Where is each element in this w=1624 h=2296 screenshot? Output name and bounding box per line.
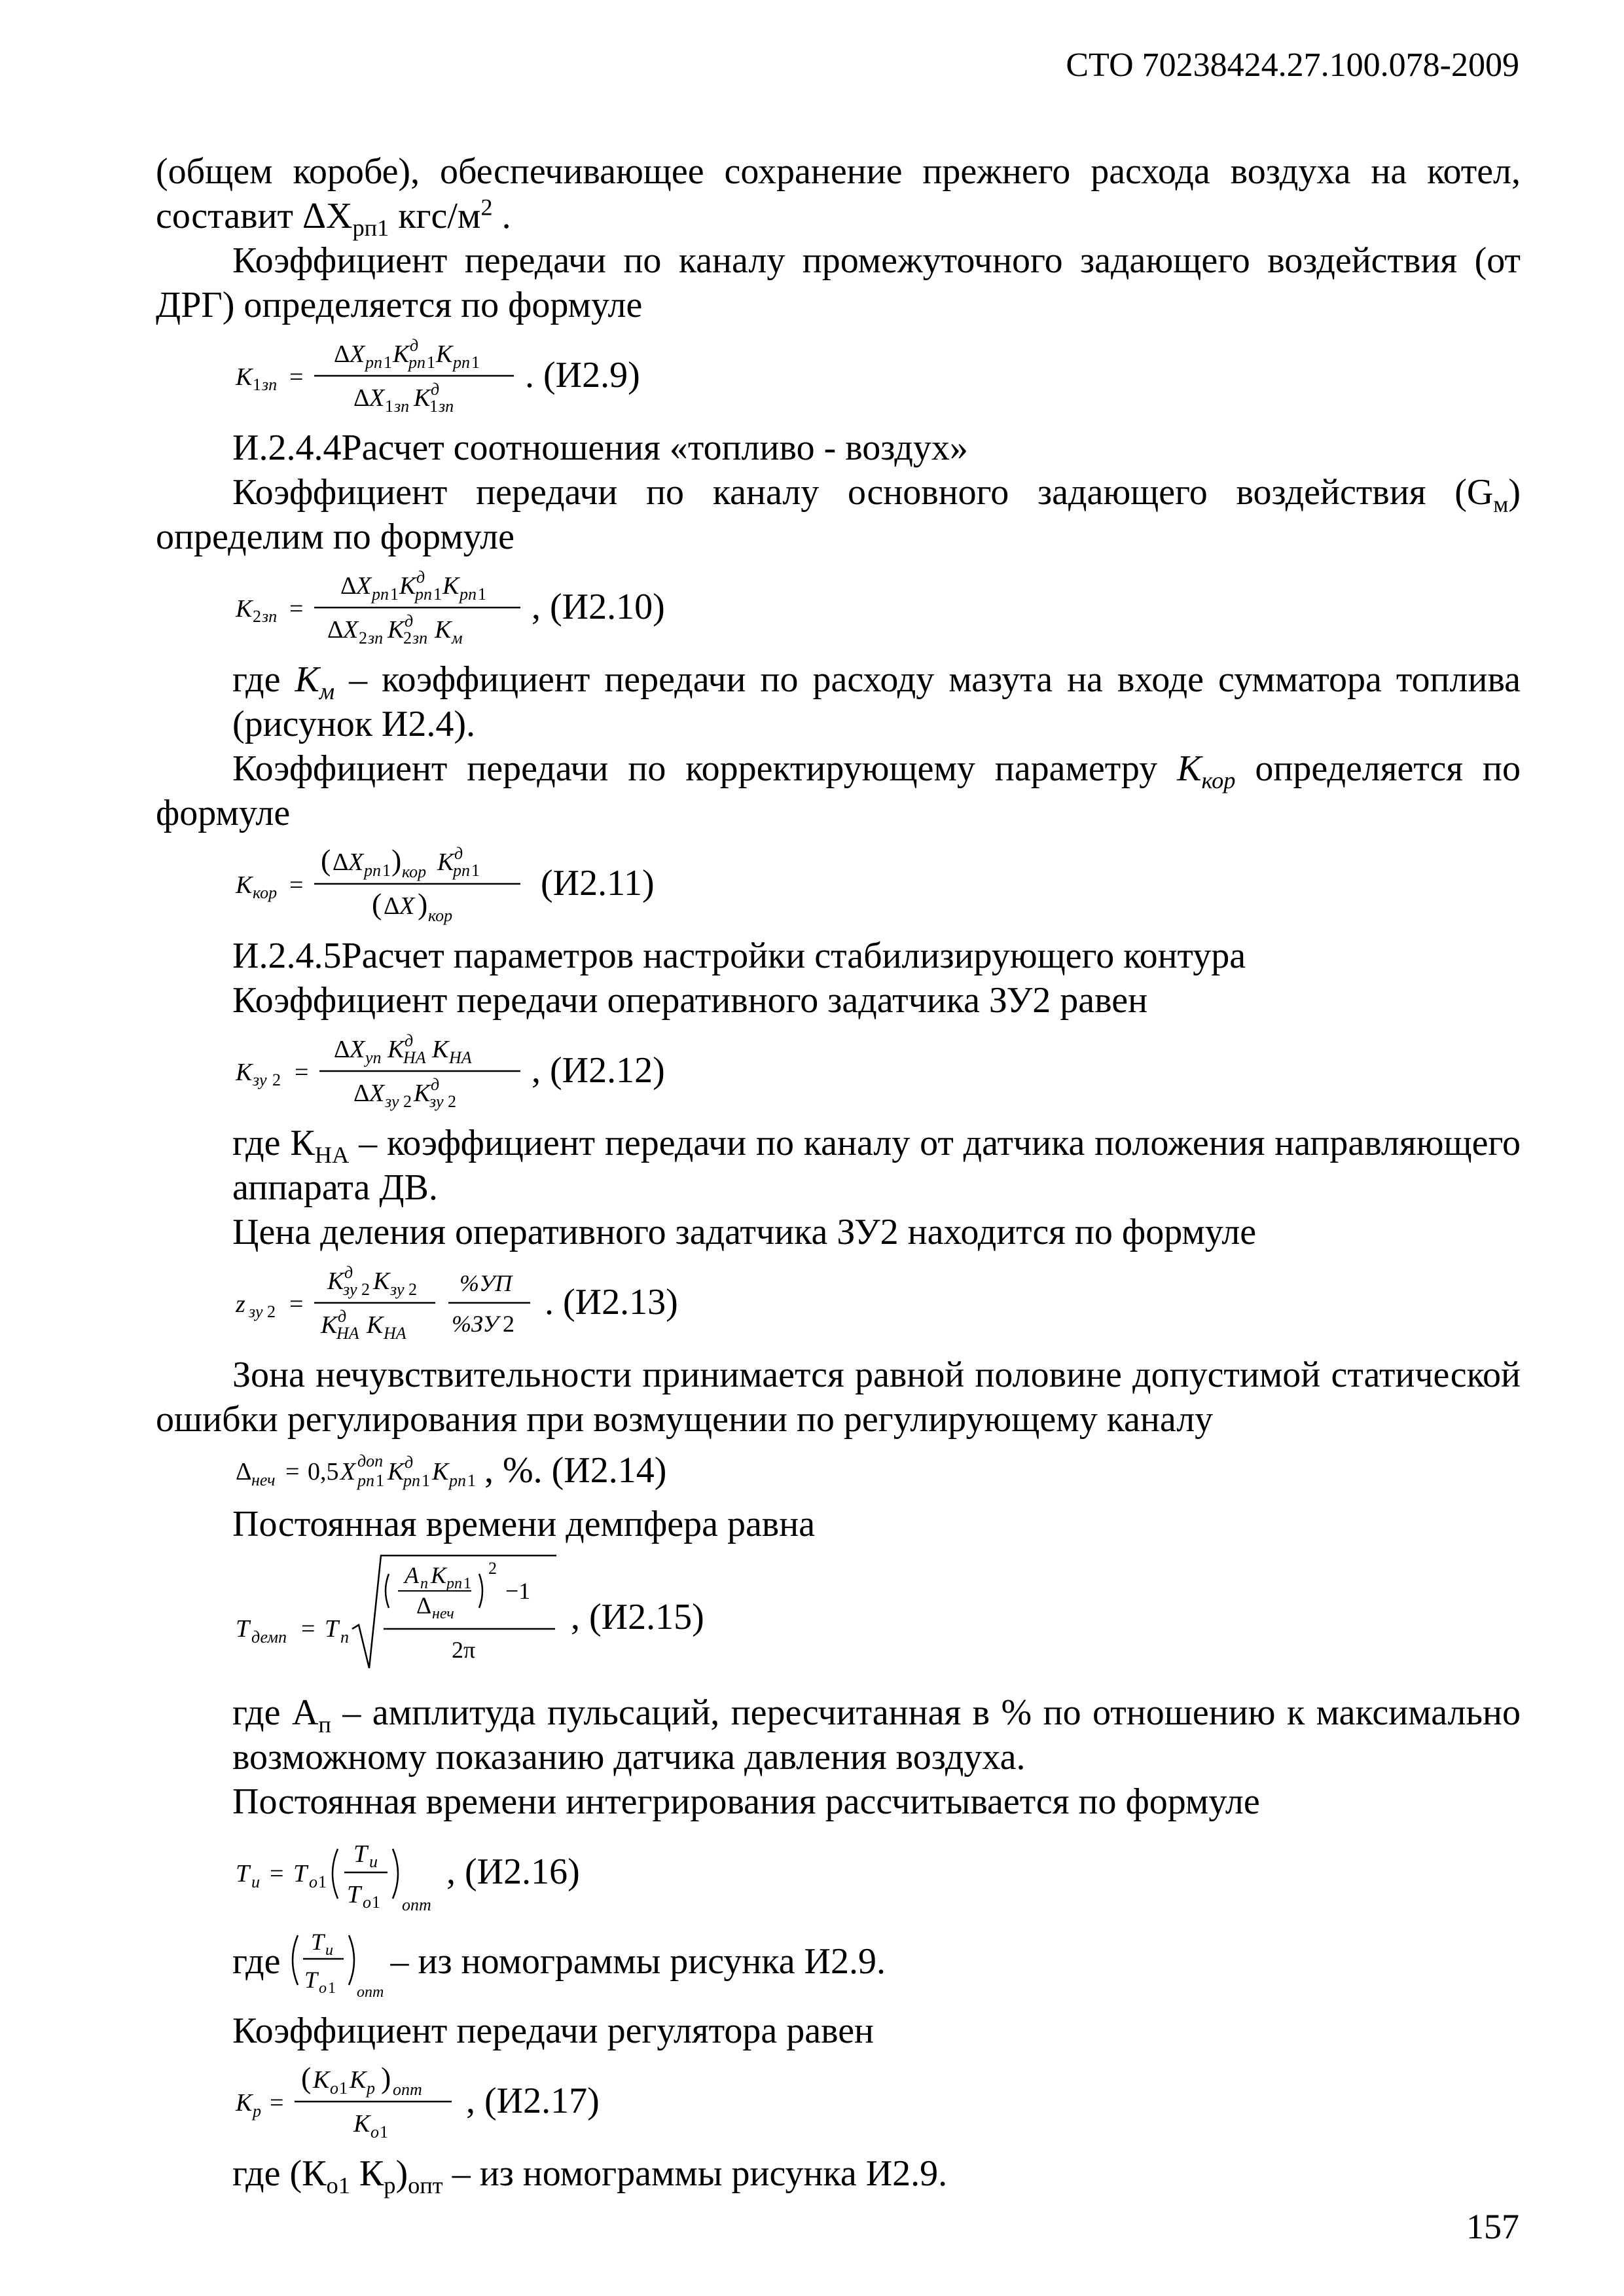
formula-i2-15-label: , (И2.15) xyxy=(571,1597,704,1637)
svg-text:зу: зу xyxy=(249,1302,263,1321)
paragraph-8: Цена деления оперативного задатчика ЗУ2 находится по формуле xyxy=(232,1212,1257,1252)
svg-text:X: X xyxy=(350,340,365,368)
svg-text:д: д xyxy=(431,380,440,399)
svg-text:и: и xyxy=(369,1852,378,1871)
svg-text:K: K xyxy=(414,384,431,412)
svg-text:Δ: Δ xyxy=(353,1080,370,1107)
svg-text:рп: рп xyxy=(415,585,432,604)
svg-text:уп: уп xyxy=(365,1048,382,1067)
svg-text:T: T xyxy=(236,1615,250,1643)
formula-i2-12 xyxy=(236,1028,1521,1113)
svg-text:НА: НА xyxy=(384,1324,406,1343)
svg-text:зу: зу xyxy=(253,1070,267,1089)
svg-text:НА: НА xyxy=(403,1048,426,1067)
svg-text:=: = xyxy=(289,363,304,391)
svg-text:2: 2 xyxy=(403,1092,412,1111)
svg-text:зп: зп xyxy=(439,397,454,416)
svg-text:K: K xyxy=(437,848,454,876)
svg-text:зп: зп xyxy=(394,397,410,416)
svg-text:кор: кор xyxy=(402,862,427,881)
svg-text:д: д xyxy=(454,844,463,863)
formula-i2-12-label: , (И2.12) xyxy=(532,1050,665,1091)
svg-text:1: 1 xyxy=(471,353,480,372)
svg-text:о: о xyxy=(330,2079,338,2098)
svg-text:2: 2 xyxy=(488,1559,497,1578)
svg-text:р: р xyxy=(253,2102,261,2121)
svg-text:T: T xyxy=(236,1860,250,1887)
formula-i2-11 xyxy=(236,841,1521,926)
svg-text:рп: рп xyxy=(408,353,425,372)
svg-text:T: T xyxy=(325,1615,339,1643)
svg-text:1: 1 xyxy=(467,1471,476,1490)
svg-text:р: р xyxy=(367,2079,375,2098)
svg-text:=: = xyxy=(295,1059,309,1086)
svg-text:K: K xyxy=(353,2110,370,2138)
svg-text:Δ: Δ xyxy=(353,384,370,412)
svg-text:кор: кор xyxy=(253,883,278,902)
svg-text:Δ: Δ xyxy=(416,1592,432,1618)
svg-text:X: X xyxy=(369,384,385,412)
svg-text:T: T xyxy=(293,1860,308,1887)
svg-text:неч: неч xyxy=(251,1470,276,1489)
formula-i2-11-math xyxy=(236,841,524,926)
svg-text:рп: рп xyxy=(357,1471,374,1490)
svg-text:зп: зп xyxy=(368,629,384,647)
svg-text:м: м xyxy=(452,629,463,647)
svg-text:1: 1 xyxy=(339,2079,348,2098)
svg-text:2: 2 xyxy=(272,1070,281,1089)
formula-i2-13-label: . (И2.13) xyxy=(545,1282,678,1322)
formula-i2-9 xyxy=(236,333,1521,418)
svg-text:демп: демп xyxy=(251,1628,287,1647)
svg-text:K: K xyxy=(236,1059,253,1086)
svg-text:(: ( xyxy=(372,887,382,920)
svg-text:X: X xyxy=(356,572,372,600)
svg-text:п: п xyxy=(340,1628,349,1647)
heading-i-2-4-4: И.2.4.4Расчет соотношения «топливо - воздух» xyxy=(232,428,968,468)
svg-text:): ) xyxy=(391,843,402,877)
svg-text:опт: опт xyxy=(402,1895,431,1914)
svg-text:=: = xyxy=(289,1290,304,1318)
svg-text:K: K xyxy=(313,2066,330,2094)
svg-text:1: 1 xyxy=(380,2123,388,2141)
svg-text:2π: 2π xyxy=(452,1637,476,1663)
svg-text:зп: зп xyxy=(262,607,278,626)
paragraph-14: Коэффициент передачи регулятора равен xyxy=(232,2011,875,2051)
formula-i2-13-math xyxy=(236,1260,537,1345)
formula-i2-11-label: (И2.11) xyxy=(541,863,655,903)
svg-text:д: д xyxy=(416,568,425,587)
svg-text:K: K xyxy=(414,1080,431,1107)
svg-text:K: K xyxy=(442,572,460,600)
svg-text:д: д xyxy=(405,1031,414,1050)
formula-i2-15 xyxy=(236,1552,1521,1683)
svg-text:T: T xyxy=(353,1840,368,1868)
svg-text:1: 1 xyxy=(384,353,392,372)
svg-text:2: 2 xyxy=(253,607,261,626)
svg-text:рп: рп xyxy=(446,1575,462,1592)
svg-text:A: A xyxy=(405,1562,419,1588)
svg-text:д: д xyxy=(344,1263,353,1282)
svg-text:рп: рп xyxy=(453,861,470,880)
svg-text:K: K xyxy=(435,616,452,644)
svg-text:доп: доп xyxy=(357,1451,384,1470)
svg-text:%ЗУ: %ЗУ xyxy=(452,1311,499,1337)
svg-text:K: K xyxy=(432,1458,449,1485)
svg-text:2: 2 xyxy=(267,1302,276,1321)
svg-text:=: = xyxy=(270,2089,284,2117)
svg-text:K: K xyxy=(393,340,410,368)
formula-i2-17-label: , (И2.17) xyxy=(466,2081,600,2121)
paragraph-3: Коэффициент передачи по каналу основного задающего воздействия $(G_м)$ определим по формуле xyxy=(156,472,1521,557)
svg-text:д: д xyxy=(405,611,414,630)
formula-i2-13 xyxy=(236,1260,1521,1345)
svg-text:зу: зу xyxy=(429,1092,444,1111)
svg-text:1: 1 xyxy=(372,1893,380,1912)
svg-text:2: 2 xyxy=(503,1311,514,1337)
paragraph-4: где $K_м$ – коэффициент передачи по расходу мазута на входе сумматора топлива (рисунок И2.4). xyxy=(232,659,1521,744)
svg-text:T: T xyxy=(347,1881,361,1908)
svg-text:K: K xyxy=(373,1267,390,1295)
svg-text:НА: НА xyxy=(336,1324,359,1343)
svg-text:2: 2 xyxy=(359,629,367,647)
svg-text:неч: неч xyxy=(432,1605,454,1622)
svg-text:T: T xyxy=(304,1967,317,1993)
svg-text:%УП: %УП xyxy=(460,1270,513,1296)
svg-text:1: 1 xyxy=(427,353,435,372)
svg-text:K: K xyxy=(436,340,453,368)
svg-text:зу: зу xyxy=(390,1280,405,1299)
svg-text:Δ: Δ xyxy=(334,340,350,368)
svg-text:K: K xyxy=(350,2066,367,2094)
formula-i2-9-label: . (И2.9) xyxy=(525,355,640,395)
formula-i2-9-math xyxy=(236,333,517,418)
formula-i2-16 xyxy=(236,1829,1521,1914)
svg-text:д: д xyxy=(410,336,419,355)
svg-text:и: и xyxy=(325,1942,333,1959)
svg-text:1: 1 xyxy=(385,397,393,416)
svg-text:X: X xyxy=(399,892,415,920)
document-code: СТО 70238424.27.100.078-2009 xyxy=(1066,46,1519,84)
svg-text:рп: рп xyxy=(372,585,389,604)
svg-text:п: п xyxy=(420,1575,428,1592)
svg-text:K: K xyxy=(367,1311,384,1339)
page-body xyxy=(156,149,1521,2199)
formula-i2-10 xyxy=(236,564,1521,649)
svg-text:2: 2 xyxy=(448,1092,456,1111)
paragraph-13: где T и T о 1 опт – из номограммы рисунка И2.9. xyxy=(232,1922,1521,2001)
svg-text:1: 1 xyxy=(471,861,480,880)
ratio-ti-to1-opt xyxy=(289,1922,384,2001)
formula-i2-16-label: , (И2.16) xyxy=(446,1851,580,1892)
svg-text:2: 2 xyxy=(361,1280,370,1299)
svg-text:K: K xyxy=(236,2089,253,2117)
svg-text:Δ: Δ xyxy=(384,892,400,920)
svg-text:опт: опт xyxy=(393,2080,422,2099)
svg-text:K: K xyxy=(388,1458,405,1485)
svg-text:=: = xyxy=(301,1615,316,1643)
paragraph-10: Постоянная времени демпфера равна xyxy=(232,1504,816,1544)
svg-text:НА: НА xyxy=(449,1048,472,1067)
svg-text:д: д xyxy=(405,1453,414,1472)
svg-text:1: 1 xyxy=(327,1980,336,1997)
svg-text:1: 1 xyxy=(390,585,399,604)
paragraph-12: Постоянная времени интегрирования рассчитывается по формуле xyxy=(232,1781,1260,1822)
formula-i2-10-label: , (И2.10) xyxy=(532,587,665,627)
svg-text:зп: зп xyxy=(262,375,278,394)
svg-text:X: X xyxy=(350,1036,365,1063)
paragraph-5: Коэффициент передачи по корректирующему параметру $K_{кор}$ определяется по формуле xyxy=(156,748,1521,833)
svg-text:K: K xyxy=(399,572,416,600)
paragraph-15: где ($К_{о1}$ $К_р)_{опт}$ – из номограммы рисунка И2.9. xyxy=(232,2153,948,2199)
svg-text:1: 1 xyxy=(253,375,261,394)
svg-text:Δ: Δ xyxy=(327,616,344,644)
svg-text:1: 1 xyxy=(318,1872,327,1891)
svg-text:2: 2 xyxy=(403,629,412,647)
svg-text:2: 2 xyxy=(408,1280,417,1299)
svg-text:Δ: Δ xyxy=(334,1036,350,1063)
svg-text:кор: кор xyxy=(428,906,453,925)
paragraph-9: Зона нечувствительности принимается равной половине допустимой статической ошибки регулирования при возмущении по регулирующему каналу xyxy=(156,1355,1521,1440)
svg-text:о: о xyxy=(318,1980,327,1997)
formula-i2-14-math xyxy=(236,1447,504,1494)
svg-text:1: 1 xyxy=(433,585,442,604)
formula-i2-15-math xyxy=(236,1552,563,1683)
svg-text:рп: рп xyxy=(460,585,477,604)
svg-text:K: K xyxy=(388,1036,405,1063)
paragraph-11: где $А_п$ – амплитуда пульсаций, пересчитанная в % по отношению к максимально возможному показанию датчика давления воздуха. xyxy=(232,1692,1521,1777)
svg-text:Δ: Δ xyxy=(340,572,357,600)
formula-i2-16-math xyxy=(236,1829,439,1914)
paragraph-1: (общем коробе), обеспечивающее сохранение прежнего расхода воздуха на котел, составит $\Delta X_{рп1}$ кгс/$м^2$ . xyxy=(156,151,1521,242)
svg-text:K: K xyxy=(388,616,405,644)
formula-i2-12-math xyxy=(236,1028,524,1113)
svg-text:1: 1 xyxy=(478,585,486,604)
paragraph-7: где $К_{НА}$ – коэффициент передачи по каналу от датчика положения направляющего аппарата ДВ. xyxy=(232,1123,1521,1208)
svg-text:T: T xyxy=(310,1929,324,1955)
svg-text:Δ: Δ xyxy=(236,1458,252,1485)
paragraph-6: Коэффициент передачи оперативного задатчика ЗУ2 равен xyxy=(232,980,1148,1021)
svg-text:X: X xyxy=(369,1080,385,1107)
svg-text:зу: зу xyxy=(385,1092,399,1111)
svg-text:=: = xyxy=(270,1860,284,1887)
svg-text:z: z xyxy=(236,1290,245,1318)
formula-i2-10-math xyxy=(236,564,524,649)
svg-text:рп: рп xyxy=(453,353,470,372)
svg-text:−1: −1 xyxy=(505,1578,531,1604)
svg-text:K: K xyxy=(236,363,253,391)
svg-text:о: о xyxy=(370,2123,379,2141)
svg-text:д: д xyxy=(431,1075,440,1094)
svg-text:(: ( xyxy=(321,843,331,877)
svg-text:1: 1 xyxy=(429,397,438,416)
svg-text:1: 1 xyxy=(422,1471,430,1490)
svg-text:X: X xyxy=(348,848,364,876)
svg-text:0,5: 0,5 xyxy=(308,1458,339,1485)
formula-i2-17 xyxy=(236,2058,1521,2143)
svg-text:рп: рп xyxy=(403,1471,420,1490)
formula-i2-17-math xyxy=(236,2058,458,2143)
svg-text:K: K xyxy=(327,1267,344,1295)
svg-text:рп: рп xyxy=(365,353,382,372)
paragraph-2: Коэффициент передачи по каналу промежуточного задающего воздействия (от ДРГ) определяется по формуле xyxy=(156,240,1521,325)
svg-text:1: 1 xyxy=(463,1575,471,1592)
svg-text:K: K xyxy=(432,1036,449,1063)
svg-text:рп: рп xyxy=(364,861,381,880)
svg-text:): ) xyxy=(418,887,428,920)
svg-text:1: 1 xyxy=(382,861,391,880)
svg-text:K: K xyxy=(236,871,253,899)
svg-text:о: о xyxy=(363,1893,371,1912)
formula-i2-14-label: , %. (И2.14) xyxy=(484,1450,667,1491)
svg-text:=: = xyxy=(285,1458,300,1485)
svg-text:K: K xyxy=(236,595,253,623)
svg-text:зу: зу xyxy=(343,1280,357,1299)
heading-i-2-4-5: И.2.4.5Расчет параметров настройки стабилизирующего контура xyxy=(232,936,1246,976)
svg-text:=: = xyxy=(289,871,304,899)
svg-text:зп: зп xyxy=(412,629,428,647)
svg-text:=: = xyxy=(289,595,304,623)
svg-text:1: 1 xyxy=(376,1471,384,1490)
svg-text:X: X xyxy=(340,1458,356,1485)
svg-text:опт: опт xyxy=(356,1984,384,2001)
svg-text:Δ: Δ xyxy=(333,848,349,876)
svg-text:(: ( xyxy=(301,2061,312,2094)
svg-text:): ) xyxy=(381,2061,391,2094)
svg-text:о: о xyxy=(309,1872,317,1891)
svg-text:рп: рп xyxy=(449,1471,466,1490)
svg-text:д: д xyxy=(338,1307,347,1326)
svg-text:и: и xyxy=(251,1872,260,1891)
svg-text:K: K xyxy=(321,1311,338,1339)
page-number: 157 xyxy=(1466,2207,1519,2246)
formula-i2-14 xyxy=(236,1447,1521,1494)
svg-text:K: K xyxy=(431,1562,447,1588)
svg-text:X: X xyxy=(343,616,359,644)
